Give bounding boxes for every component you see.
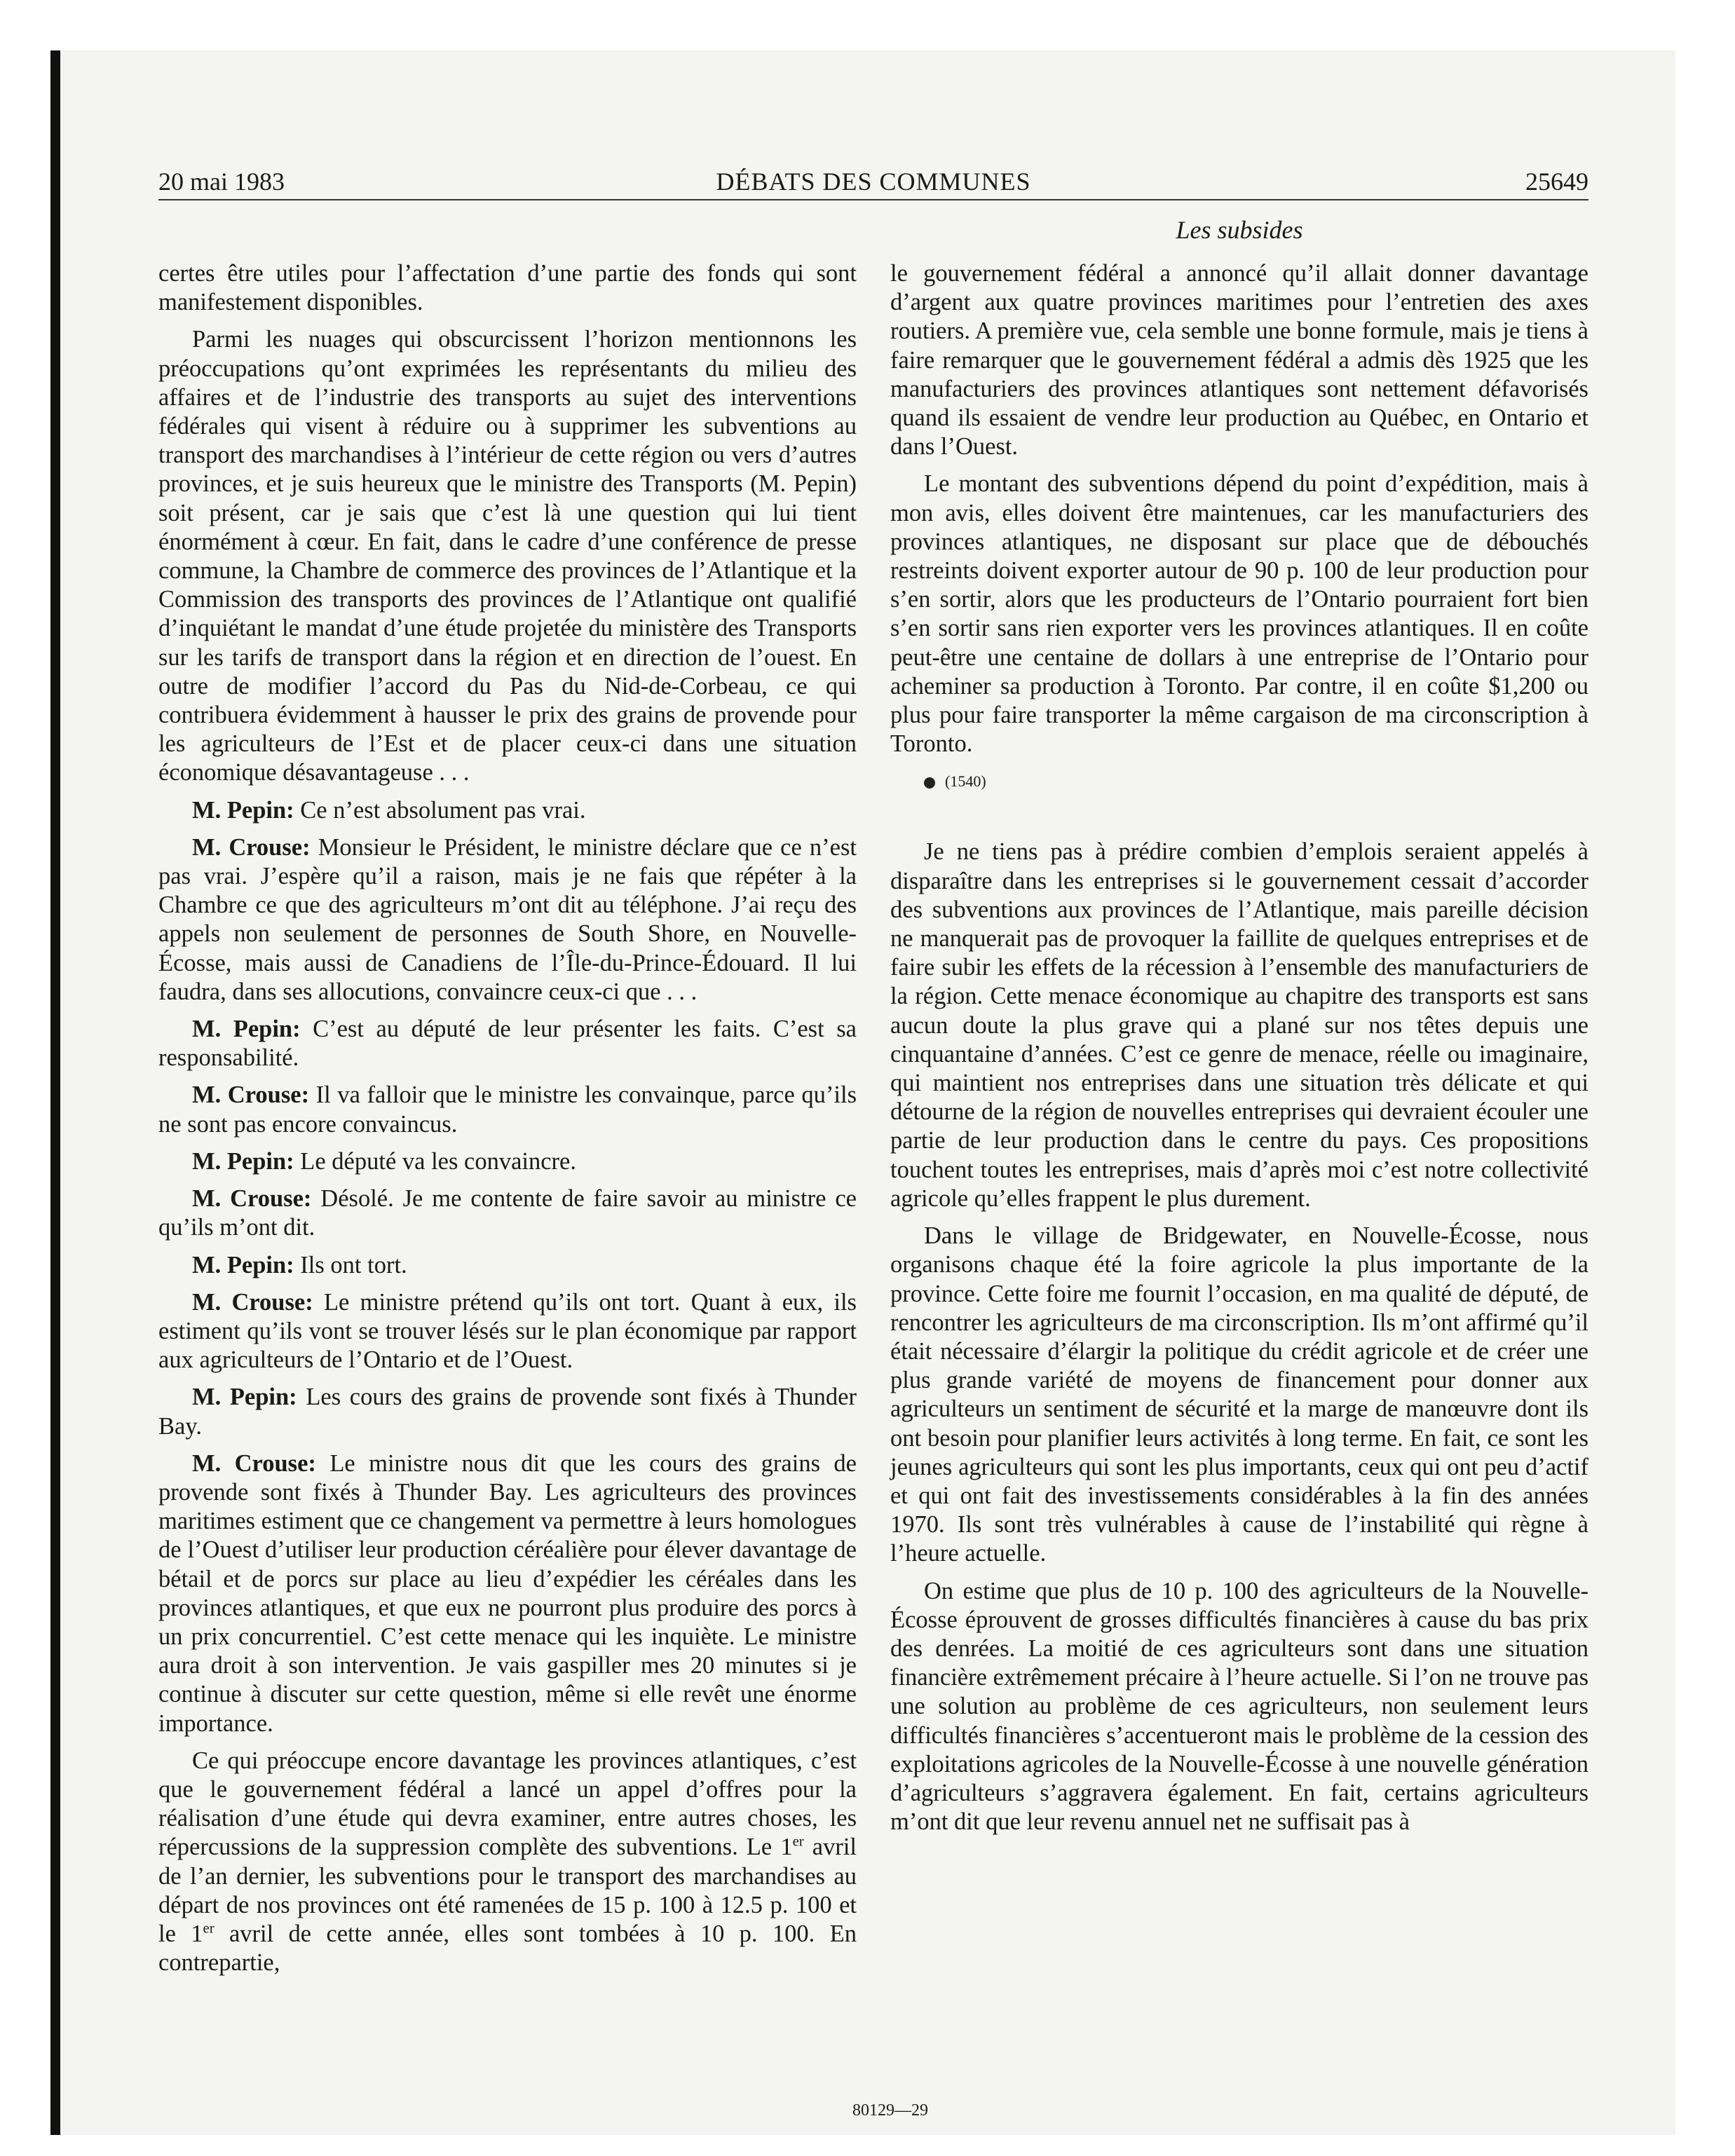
paragraph: Je ne tiens pas à prédire combien d’emplois seraient appelés à disparaître dans les entreprises si le gouvernement cessait d’accorder des subventions aux provinces de l’Atlantique, mais pareille décision ne manquerait pas de provoquer la faillite de quelques entreprises et de faire subir les effets de la récession à l’ensemble des manufacturiers de la région. Cette menace économique au chapitre des transports est sans aucun doute la plus grave qui a plané sur nos têtes depuis une cinquantaine d’années. C’est ce genre de menace, réelle ou imaginaire, qui maintient nos entreprises dans une situation très délicate et qui détourne de la région de nouvelles entreprises qui devraient écouler une partie de leur production dans le centre du pays. Ces propositions touchent toutes les entreprises, mais d’après moi c’est notre collectivité agricole qu’elles frappent le plus durement. <box>890 838 1588 1212</box>
section-title: Les subsides <box>1176 216 1303 244</box>
speech-text: Ce n’est absolument pas vrai. <box>294 796 586 824</box>
speech-text: C’est au député de leur présenter les faits. C’est sa responsabilité. <box>158 1016 857 1072</box>
speech-text: Les cours des grains de provende sont fixés à Thunder Bay. <box>158 1384 857 1440</box>
time-marker-text: (1540) <box>945 772 986 791</box>
speech-text: Désolé. Je me contente de faire savoir au ministre ce qu’ils m’ont dit. <box>158 1185 857 1241</box>
text-run: avril de l’an dernier, les subventions pour le transport des marchandises au départ de nos provinces ont été ramenées de 15 p. 100 à 12.5 p. 100 et le 1 <box>158 1834 857 1947</box>
speaker-name: M. Crouse: <box>192 833 311 861</box>
paragraph: le gouvernement fédéral a annoncé qu’il allait donner davantage d’argent aux quatre provinces maritimes pour l’entretien des axes routiers. A première vue, cela semble une bonne formule, mais je tiens à faire remarquer que le gouvernement fédéral a admis dès 1925 que les manufacturiers des provinces atlantiques sont nettement défavorisés quand ils essaient de vendre leur production au Québec, en Ontario et dans l’Ouest. <box>890 260 1588 460</box>
speaker-name: M. Pepin: <box>192 1384 297 1411</box>
paragraph <box>158 1747 857 1978</box>
speaker-name: M. Pepin: <box>192 796 294 824</box>
left-column <box>158 259 857 1986</box>
speaker-name: M. Crouse: <box>192 1185 312 1213</box>
speaker-name: M. Pepin: <box>192 1147 294 1175</box>
speech <box>158 1288 857 1375</box>
speech <box>158 1251 857 1280</box>
text-run: avril de cette année, elles sont tombées à 10 p. 100. En contrepartie, <box>158 1920 857 1977</box>
paragraph: Parmi les nuages qui obscurcissent l’horizon mentionnons les préoccupations qu’ont exprimées les représentants du milieu des affaires et de l’industrie des transports au sujet des interventions fédérales qui visent à réduire ou à supprimer les subventions au transport des marchandises à l’intérieur de cette région ou vers d’autres provinces, et je suis heureux que le ministre des Transports (M. Pepin) soit présent, car je sais que c’est là une question qui lui tient énormément à cœur. En fait, dans le cadre d’une conférence de presse commune, la Chambre de commerce des provinces de l’Atlantique et la Commission des transports des provinces de l’Atlantique ont qualifié d’inquiétant le mandat d’une étude projetée du ministère des Transports sur les tarifs de transport dans la région et en direction de l’ouest. En outre de modifier l’accord du Pas du Nid-de-Corbeau, ce qui contribuera évidemment à hausser le prix des grains de provende pour les agriculteurs de l’Est et de placer ceux-ci dans une situation économique désavantageuse . . . <box>158 326 857 786</box>
speech <box>158 796 857 825</box>
speaker-name: M. Crouse: <box>192 1449 316 1477</box>
header-page-number: 25649 <box>1525 168 1588 196</box>
speech-text: Il va falloir que le ministre les convainque, parce qu’ils ne sont pas encore convaincus. <box>158 1082 857 1138</box>
speaker-name: M. Crouse: <box>192 1082 310 1109</box>
time-marker <box>890 767 1588 796</box>
speech <box>158 1185 857 1242</box>
superscript: er <box>203 1920 215 1937</box>
speech <box>158 833 857 1007</box>
speech <box>158 1147 857 1176</box>
scan-left-edge <box>50 50 60 2135</box>
speech <box>158 1383 857 1440</box>
speech-text: Le ministre prétend qu’ils ont tort. Quant à eux, ils estiment qu’ils vont se trouver lésés sur le plan économique par rapport aux agriculteurs de l’Ontario et de l’Ouest. <box>158 1288 857 1374</box>
paragraph: Le montant des subventions dépend du point d’expédition, mais à mon avis, elles doivent être maintenues, car les manufacturiers des provinces atlantiques, ne disposant sur place que de débouchés restreints doivent exporter autour de 90 p. 100 de leur production pour s’en sortir, alors que les producteurs de l’Ontario pourraient fort bien s’en sortir sans rien exporter vers les provinces atlantiques. Il en coûte peut-être une centaine de dollars à une entreprise de l’Ontario pour acheminer sa production à Toronto. Par contre, il en coûte $1,200 ou plus pour faire transporter la même cargaison de ma circonscription à Toronto. <box>890 470 1588 758</box>
page-footer-code: 80129—29 <box>852 2101 928 2120</box>
speech <box>158 1015 857 1072</box>
text-run: Ce qui préoccupe encore davantage les provinces atlantiques, c’est que le gouvernement fédéral a lancé un appel d’offres pour la réalisation d’une étude qui devra examiner, entre autres choses, les répercussions de la suppression complète des subventions. Le 1 <box>158 1747 857 1861</box>
speaker-name: M. Pepin: <box>192 1016 301 1043</box>
page-header <box>158 164 1588 200</box>
speech-text: Le ministre nous dit que les cours des grains de provende sont fixés à Thunder Bay. Les agriculteurs des provinces maritimes estiment que ce changement va permettre à leurs homologues de l’Ouest d’utiliser leur production céréalière pour élever davantage de bétail et de porcs sur place au lieu d’expédier les céréales dans les provinces atlantiques, et que eux ne pourront plus produire des porcs à un prix concurrentiel. C’est cette menace qui les inquiète. Le ministre aura droit à son intervention. Je vais gaspiller mes 20 minutes si je continue à discuter sur cette question, même si elle revêt une énorme importance. <box>158 1449 857 1737</box>
superscript: er <box>792 1834 804 1850</box>
speech-text: Le député va les convaincre. <box>294 1147 576 1175</box>
speaker-name: M. Crouse: <box>192 1288 313 1316</box>
bullet-dot-icon <box>924 777 935 789</box>
right-column <box>890 259 1588 1845</box>
paragraph: On estime que plus de 10 p. 100 des agriculteurs de la Nouvelle-Écosse éprouvent de grosses difficultés financières à cause du bas prix des denrées. La moitié de ces agriculteurs sont dans une situation financière extrêmement précaire à l’heure actuelle. Si l’on ne trouve pas une solution au problème de ces agriculteurs, non seulement leurs difficultés financières s’accentueront mais le problème de la cession des exploitations agricoles de la Nouvelle-Écosse à une nouvelle génération d’agriculteurs s’aggravera également. En fait, certains agriculteurs m’ont dit que leur revenu annuel net ne suffisait pas à <box>890 1577 1588 1836</box>
speech <box>158 1081 857 1138</box>
speaker-name: M. Pepin: <box>192 1251 294 1278</box>
header-title: DÉBATS DES COMMUNES <box>716 168 1031 196</box>
paragraph: Dans le village de Bridgewater, en Nouvelle-Écosse, nous organisons chaque été la foire agricole la plus importante de la province. Cette foire me fournit l’occasion, en ma qualité de député, de rencontrer les agriculteurs de ma circonscription. Ils m’ont affirmé qu’il était nécessaire d’élargir la politique du crédit agricole et de créer une plus grande variété de moyens de financement pour donner aux agriculteurs un sentiment de sécurité et la marge de manœuvre dont ils ont besoin pour planifier leurs activités à long terme. En fait, ce sont les jeunes agriculteurs qui sont les plus importants, ceux qui ont peu d’actif et qui ont fait des investissements considérables à la fin des années 1970. Ils sont très vulnérables à cause de l’instabilité qui règne à l’heure actuelle. <box>890 1222 1588 1567</box>
paragraph: certes être utiles pour l’affectation d’une partie des fonds qui sont manifestement disponibles. <box>158 260 857 316</box>
speech <box>158 1449 857 1738</box>
speech-text: Ils ont tort. <box>294 1251 407 1278</box>
header-date: 20 mai 1983 <box>158 168 285 196</box>
speech-text: Monsieur le Président, le ministre déclare que ce n’est pas vrai. J’espère qu’il a raison, mais je ne fais que répéter à la Chambre ce que des agriculteurs m’ont dit au téléphone. J’ai reçu des appels non seulement de personnes de South Shore, en Nouvelle-Écosse, mais aussi de Canadiens de l’Île-du-Prince-Édouard. Il lui faudra, dans ses allocutions, convaincre ceux-ci que . . . <box>158 833 857 1005</box>
